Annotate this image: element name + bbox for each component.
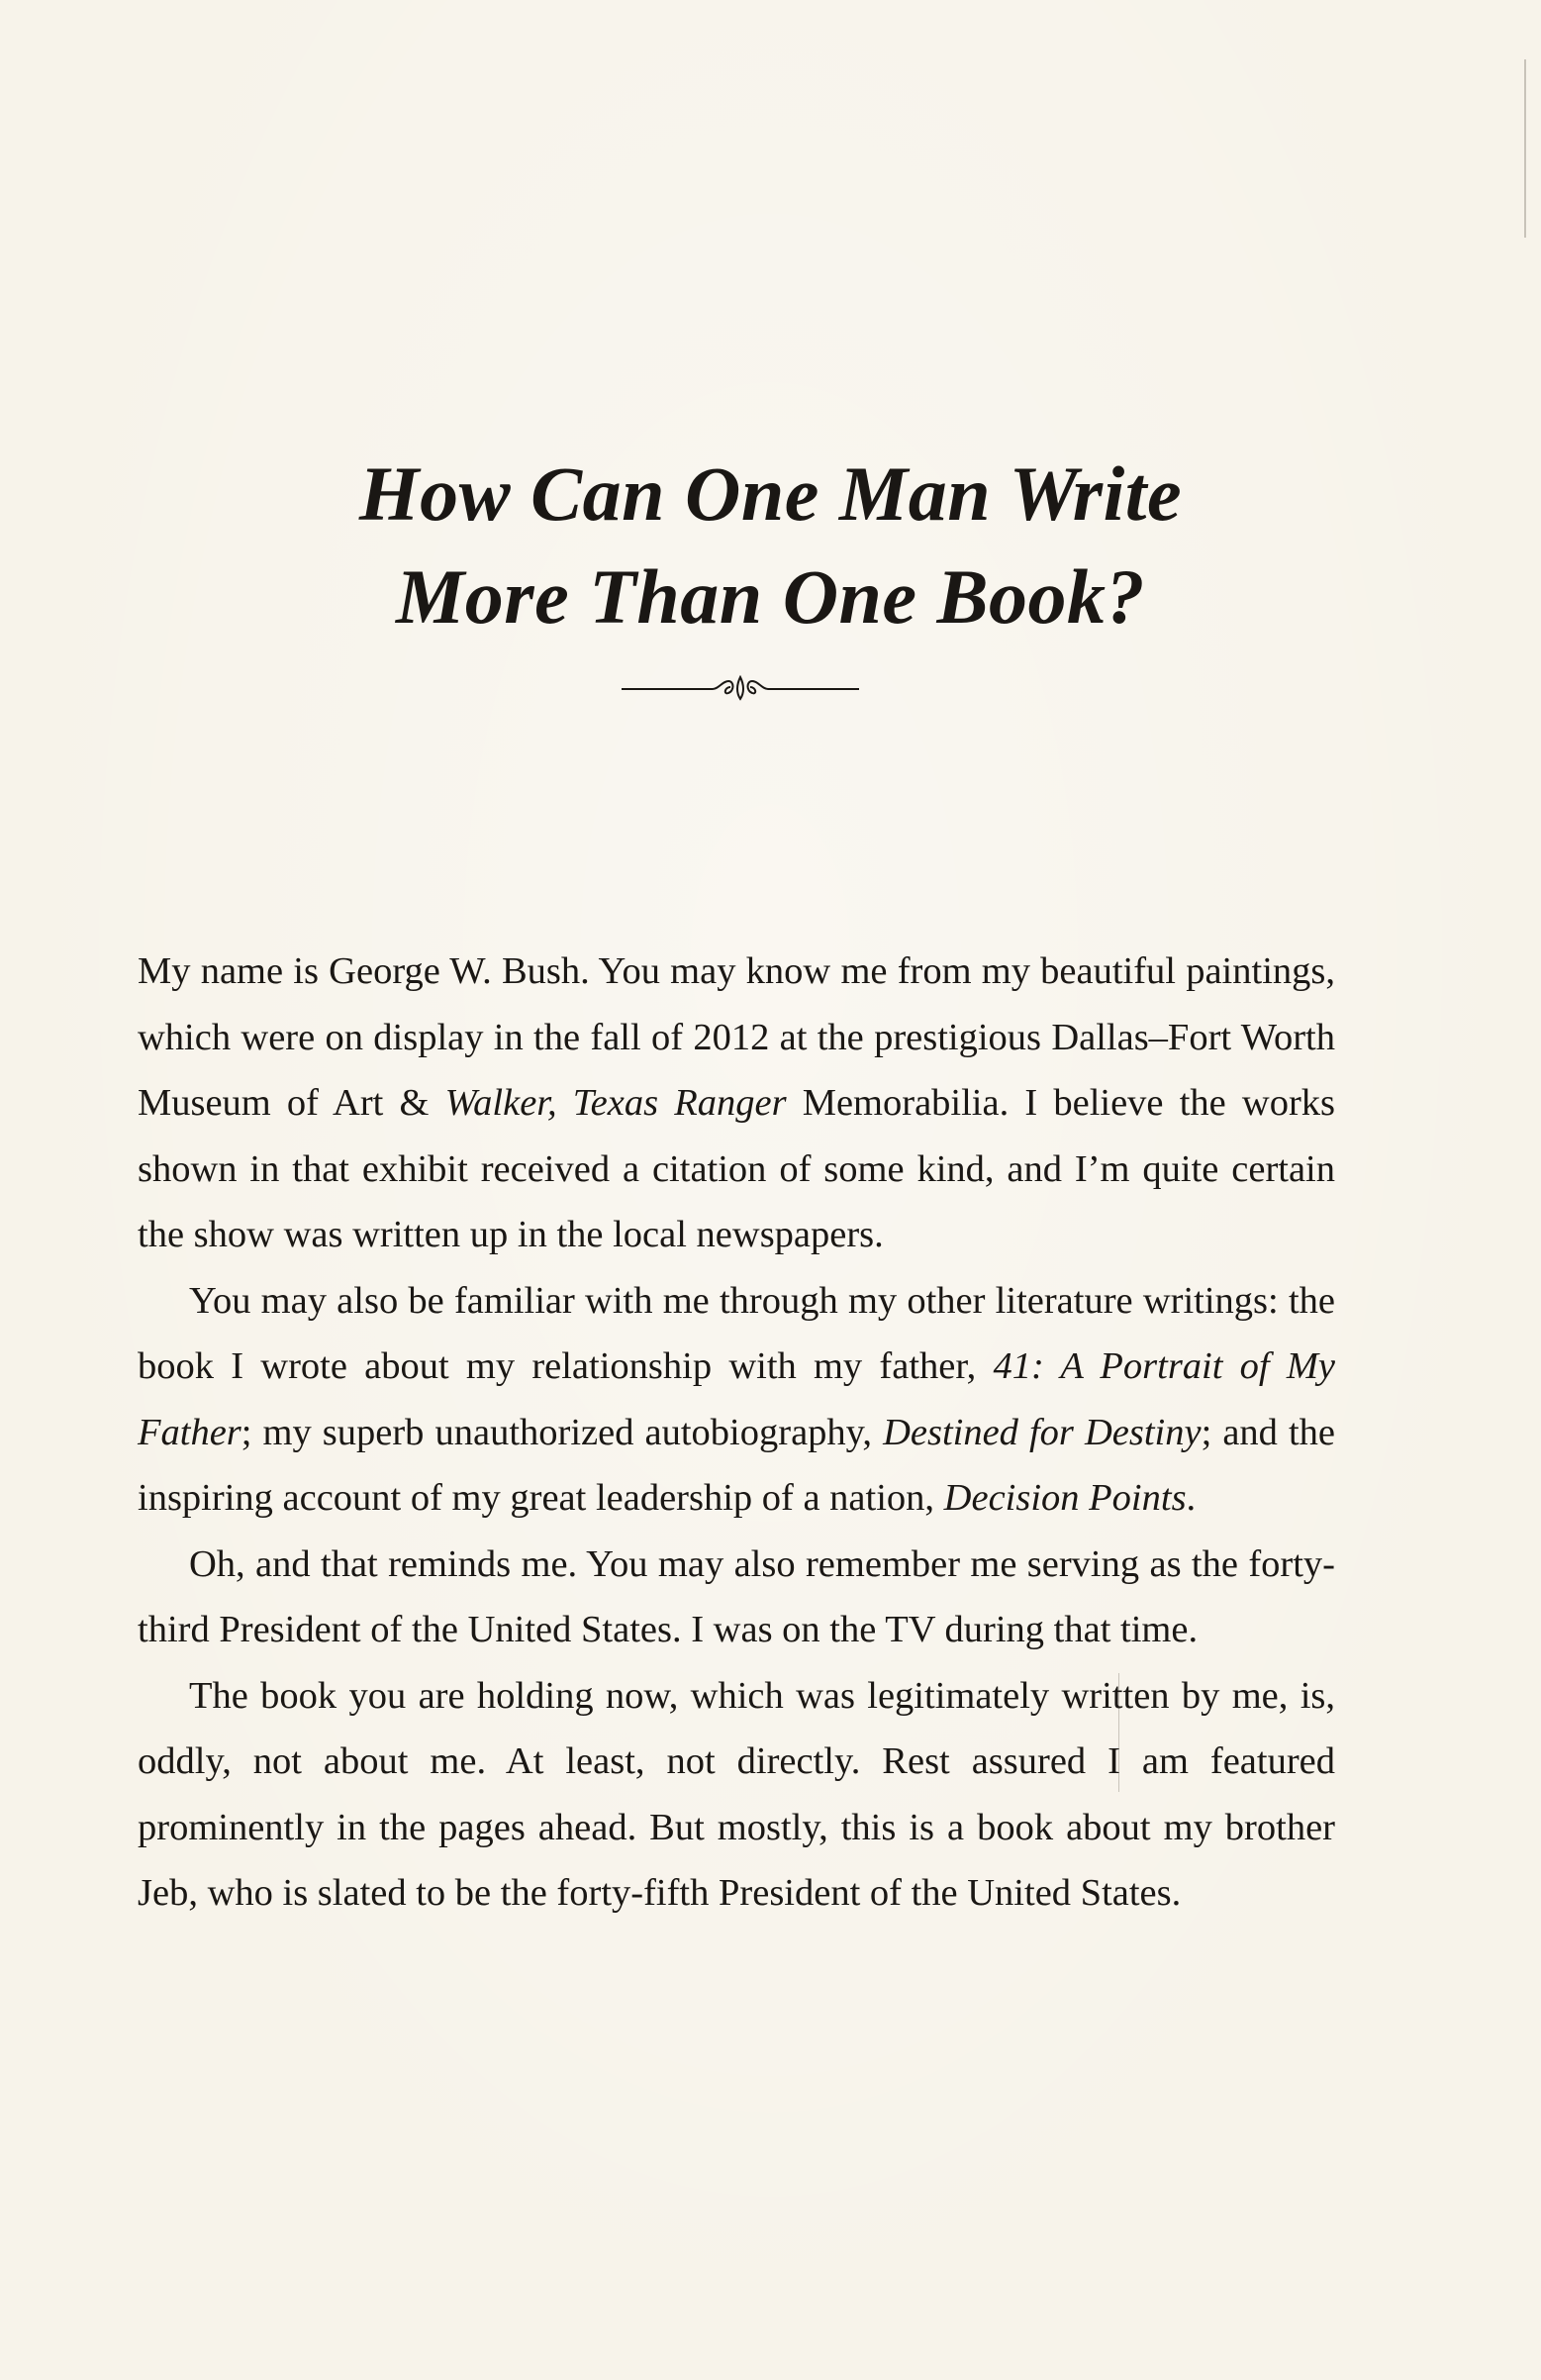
italic-title-text: 41: A Portrait of My Father bbox=[138, 1345, 1336, 1453]
paragraph-text: ; my superb unauthorized autobiography, bbox=[241, 1411, 884, 1453]
paragraph bbox=[138, 939, 1335, 1268]
chapter-title-line-2: More Than One Book? bbox=[395, 553, 1146, 641]
chapter-body bbox=[138, 939, 1335, 1927]
chapter-title bbox=[0, 443, 1541, 648]
paragraph bbox=[138, 1268, 1335, 1532]
paragraph bbox=[138, 1663, 1335, 1927]
fleuron-divider-icon bbox=[622, 669, 859, 709]
paragraph-text: My name is George W. Bush. You may know me from my beautiful paintings, which were on display in the fall of 2012 at the prestigious Dallas–Fort Worth Museum of Art & bbox=[138, 950, 1335, 1124]
italic-title-text: Walker, Texas Ranger bbox=[444, 1082, 787, 1124]
italic-title-text: Destined for Destiny bbox=[883, 1411, 1202, 1453]
italic-title-text: Decision Points bbox=[943, 1477, 1187, 1519]
paragraph-text: Oh, and that reminds me. You may also remember me serving as the forty-third President of the United States. I was on the TV during that time. bbox=[138, 1542, 1335, 1650]
paragraph-text: You may also be familiar with me through my other literature writings: the book I wrote about my relationship with my father, bbox=[138, 1279, 1335, 1387]
scan-artifact bbox=[1118, 1673, 1119, 1792]
paragraph bbox=[138, 1532, 1335, 1663]
paragraph-text: The book you are holding now, which was legitimately written by me, is, oddly, not about me. At least, not directly. Rest assured I am featured prominently in the pages ahead. But mostly, this is a book about my brother Jeb, who is slated to be the forty-fifth President of the United States. bbox=[138, 1674, 1335, 1914]
chapter-title-line-1: How Can One Man Write bbox=[358, 450, 1183, 538]
paragraph-text: . bbox=[1186, 1477, 1197, 1519]
paragraph-text: ; and the inspiring account of my great leadership of a nation, bbox=[138, 1411, 1335, 1519]
paragraph-text: Memorabilia. I believe the works shown in that exhibit received a citation of some kind, and I’m quite certain the show was written up in the local newspapers. bbox=[138, 1082, 1335, 1255]
scan-artifact bbox=[1524, 59, 1526, 238]
